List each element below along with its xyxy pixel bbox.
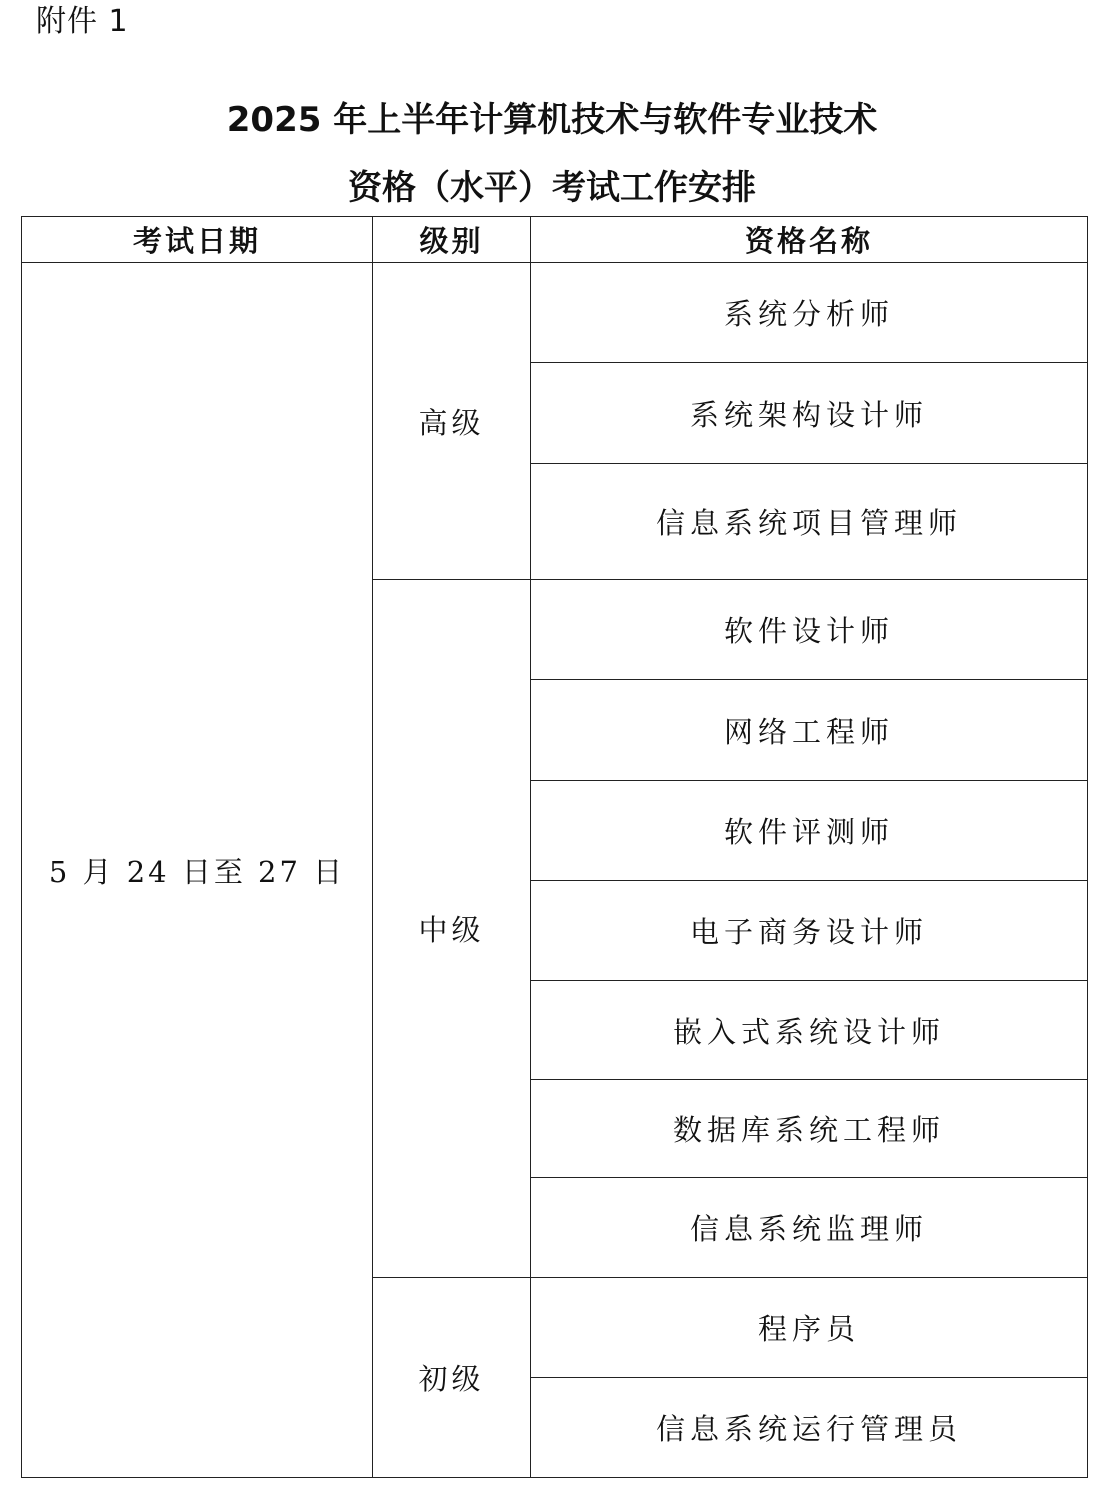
exam-date-cell: 5 月 24 日至 27 日	[22, 263, 373, 1478]
exam-schedule-table	[21, 216, 1088, 1478]
qualification-cell: 信息系统运行管理员	[531, 1378, 1088, 1478]
qualification-cell: 系统架构设计师	[531, 363, 1088, 464]
column-header-level: 级别	[373, 217, 531, 263]
table-header-row	[22, 217, 1088, 263]
qualification-cell: 程序员	[531, 1278, 1088, 1378]
qualification-cell: 网络工程师	[531, 680, 1088, 781]
qualification-cell: 电子商务设计师	[531, 881, 1088, 981]
qualification-cell: 信息系统项目管理师	[531, 464, 1088, 580]
qualification-cell: 系统分析师	[531, 263, 1088, 363]
column-header-exam-date: 考试日期	[22, 217, 373, 263]
qualification-cell: 信息系统监理师	[531, 1178, 1088, 1278]
level-cell-intermediate: 中级	[373, 580, 531, 1278]
table-row	[22, 263, 1088, 363]
level-cell-senior: 高级	[373, 263, 531, 580]
qualification-cell: 软件设计师	[531, 580, 1088, 680]
document-title-line-2: 资格（水平）考试工作安排	[348, 168, 756, 208]
column-header-qualification: 资格名称	[531, 217, 1088, 263]
attachment-label: 附件 1	[36, 4, 129, 39]
level-cell-junior: 初级	[373, 1278, 531, 1478]
qualification-cell: 软件评测师	[531, 781, 1088, 881]
document-title-line-1: 2025 年上半年计算机技术与软件专业技术	[226, 100, 878, 140]
qualification-cell: 嵌入式系统设计师	[531, 981, 1088, 1080]
qualification-cell: 数据库系统工程师	[531, 1080, 1088, 1178]
